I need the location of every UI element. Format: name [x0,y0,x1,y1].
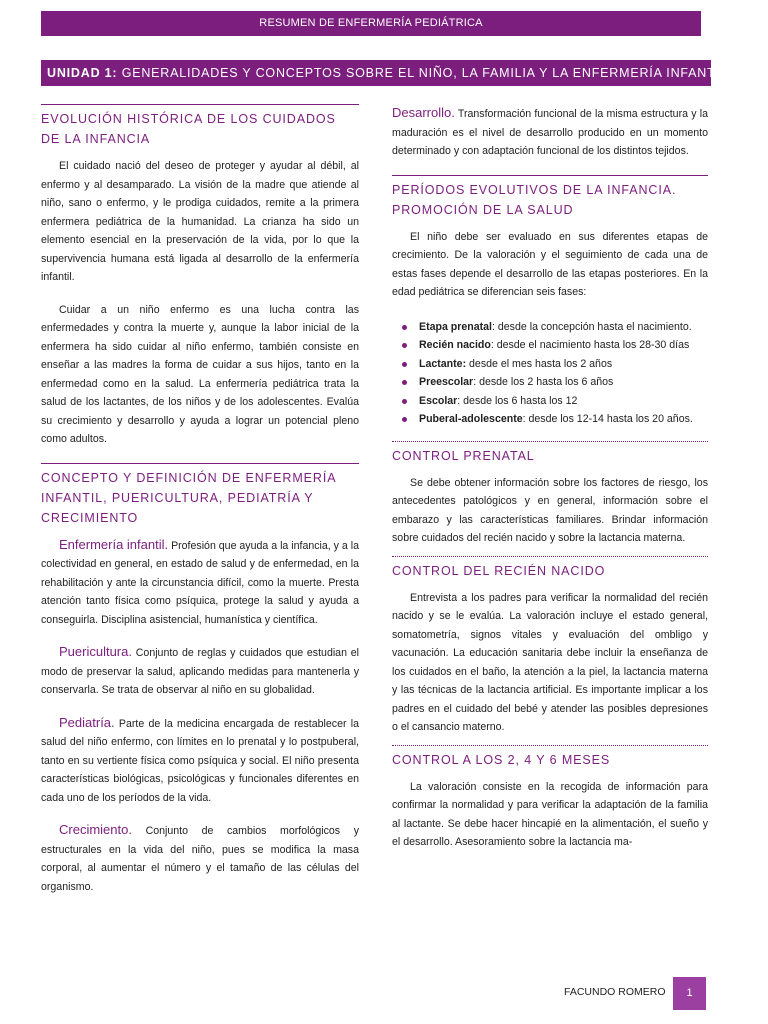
paragraph: La valoración consiste en la recogida de información para confirmar la normalidad y para verificar la adaptación de la familia al lactante. Se debe hacer hincapié en la alimentación, el sueño y el desarrollo. Asesoramiento sobre la lactancia ma- [392,780,708,848]
section-title-control-prenatal: CONTROL PRENATAL [392,441,708,466]
definition-term: Crecimiento. [59,822,132,837]
paragraph: El niño debe ser evaluado en sus diferentes etapas de crecimiento. De la valoración y el seguimiento de cada una de estas fases depende el desarrollo de las etapas posteriores. En la edad pediátrica se diferencian seis fases: [392,230,708,298]
section-title-periodos: PERÍODOS EVOLUTIVOS DE LA INFANCIA. PROMOCIÓN DE LA SALUD [392,175,708,220]
document-header: RESUMEN DE ENFERMERÍA PEDIÁTRICA [41,11,701,36]
paragraph: El cuidado nació del deseo de proteger y ayudar al débil, al enfermo y al desamparado. La visión de la madre que atiende al niño, sano o enfermo, y le prodiga cuidados, remite a la primera enfermera pediátrica de la humanidad. La crianza ha sido un elemento esencial en la preservación de la vida, por lo que la supervivencia humana está ligada al desarrollo de la enfermería infantil. [41,160,359,283]
left-column [41,104,359,896]
section-title-concepto: CONCEPTO Y DEFINICIÓN DE ENFERMERÍA INFANTIL, PUERICULTURA, PEDIATRÍA Y CRECIMIENTO [41,463,359,528]
definition-puericultura [41,643,359,700]
unit-label: UNIDAD 1: [47,66,118,80]
list-item: Etapa prenatal: desde la concepción hasta el nacimiento. [400,318,708,337]
definition-term: Pediatría. [59,714,115,730]
definition-desarrollo [392,104,708,161]
section-title-evolucion: EVOLUCIÓN HISTÓRICA DE LOS CUIDADOS DE LA INFANCIA [41,104,359,149]
definition-enfermeria-infantil [41,536,359,630]
unit-title: GENERALIDADES Y CONCEPTOS SOBRE EL NIÑO, LA FAMILIA Y LA ENFERMERÍA INFANTIL [121,66,728,80]
footer-author: FACUNDO ROMERO [564,986,666,998]
list-item: Puberal-adolescente: desde los 12-14 hasta los 20 años. [400,410,708,429]
paragraph: Se debe obtener información sobre los factores de riesgo, los antecedentes patológicos y en general, información sobre el embarazo y las características familiares. Brindar información sobre cuidados del recién nacido y sobre la lactancia materna. [392,476,708,544]
definition-term: Enfermería infantil. [59,536,169,552]
definition-crecimiento [41,821,359,896]
definition-text: Conjunto de reglas y cuidados que estudian el modo de preservar la salud, aplicando medidas para mantenerla y conservarla. Se trata de observar al niño en su globalidad. [41,647,359,696]
definition-pediatria [41,714,359,808]
definition-text: Parte de la medicina encargada de restablecer la salud del niño enfermo, con límites en lo prenatal y lo postpuberal, tanto en su vertiente física como psíquica y social. El niño presenta características biológicas, psicológicas y funcionales diferentes en cada uno de los períodos de la vida. [41,717,359,804]
list-item: Preescolar: desde los 2 hasta los 6 años [400,373,708,392]
definition-text: Transformación funcional de la misma estructura y la maduración es el nivel de desarrollo producido en un momento determinado y con adaptación funcional de los distintos tejidos. [392,108,708,157]
right-column [392,104,708,852]
paragraph: Cuidar a un niño enfermo es una lucha contra las enfermedades y contra la muerte y, aunque la labor inicial de la enfermera ha sido cuidar al niño enfermo, también consiste en enseñar a las madres la forma de cuidar a sus hijos, tanto en la enfermedad como en la salud. La enfermería pediátrica trata la salud de los lactantes, de los niños y de los adolescentes. Evalúa su crecimiento y desarrollo y ayuda a lograr un potencial pleno como adultos. [41,303,359,445]
page-number-badge: 1 [673,977,706,1010]
phase-list [400,318,708,429]
section-title-control-meses: CONTROL A LOS 2, 4 Y 6 MESES [392,745,708,770]
list-item: Escolar: desde los 6 hasta los 12 [400,392,708,411]
list-item: Lactante: desde el mes hasta los 2 años [400,355,708,374]
definition-text: Profesión que ayuda a la infancia, y a la colectividad en general, en estado de salud y de enfermedad, en la rehabilitación y ante la circunstancia difícil, como la muerte. Presta atención tanto física como psíquica, protege la salud y ayuda a conseguirla. Disciplina asistencial, humanística y científica. [41,539,360,626]
paragraph: Entrevista a los padres para verificar la normalidad del recién nacido y se le evalúa. La valoración incluye el estado general, somatometría, signos vitales y evaluación del ombligo y vacunación. La educación sanitaria debe incluir la enseñanza de los cuidados en el baño, la atención a la piel, la lactancia materna y las técnicas de la lactancia artificial. Es importante implicar a los padres en el cuidado del bebé y atender las posibles depresiones o el cansancio materno. [392,591,708,733]
definition-term: Puericultura. [59,644,132,659]
section-title-control-recien-nacido: CONTROL DEL RECIÉN NACIDO [392,556,708,581]
definition-text: Conjunto de cambios morfológicos y estructurales en la vida del niño, pues se modifica la masa corporal, al aumentar el número y el tamaño de las células del organismo. [41,825,359,893]
list-item: Recién nacido: desde el nacimiento hasta los 28-30 días [400,336,708,355]
definition-term: Desarrollo. [392,105,455,120]
unit-banner [41,60,728,86]
